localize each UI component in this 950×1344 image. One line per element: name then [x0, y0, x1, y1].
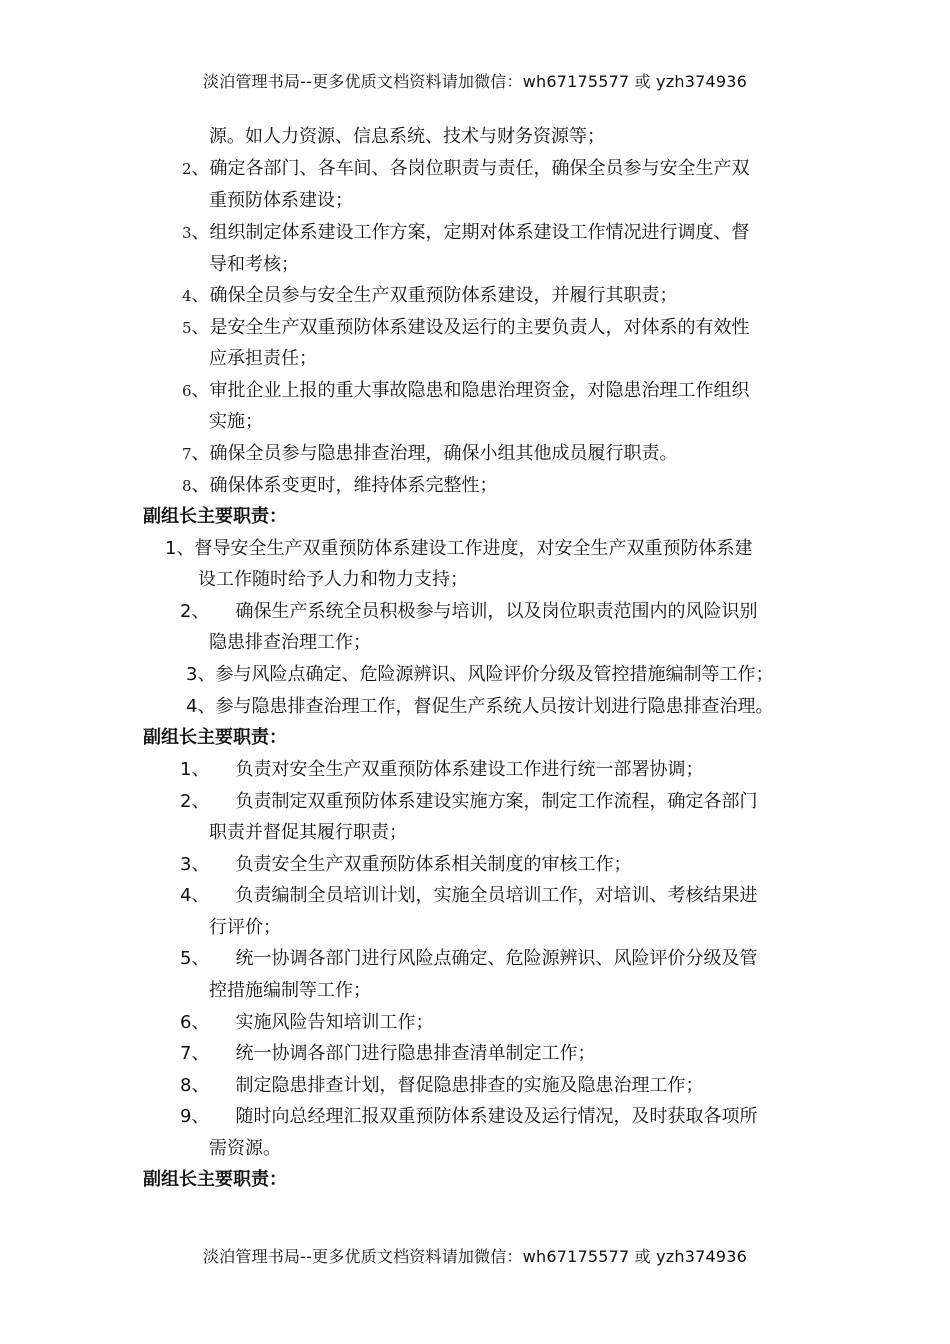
list-item	[180, 1105, 757, 1129]
item-separator: 、	[191, 317, 210, 338]
item-separator: 、	[191, 601, 210, 622]
item-text-continued: 控措施编制等工作；	[209, 980, 371, 1001]
list-item	[182, 442, 678, 466]
item-text: 负责安全生产双重预防体系相关制度的审核工作；	[235, 854, 632, 875]
item-separator: 、	[191, 1106, 210, 1127]
item-number: 3	[186, 664, 198, 685]
list-item	[186, 695, 773, 719]
list-item	[186, 663, 773, 687]
item-separator: 、	[191, 791, 210, 812]
item-number: 4	[186, 696, 198, 717]
item-number: 2	[182, 160, 192, 178]
item-text: 确保体系变更时，维持体系完整性；	[209, 475, 498, 496]
item-text: 确保生产系统全员积极参与培训，以及岗位职责范围内的风险识别	[235, 601, 758, 622]
item-number: 3	[182, 224, 192, 242]
list-item	[180, 790, 757, 814]
item-separator: 、	[191, 285, 210, 306]
list-item	[180, 600, 757, 624]
item-separator: 、	[191, 948, 210, 969]
item-text-continued: 应承担责任；	[209, 348, 317, 369]
item-number: 1	[165, 538, 177, 559]
list-item	[182, 284, 678, 308]
section-heading: 副组长主要职责：	[143, 1169, 287, 1190]
item-text-continued: 职责并督促其履行职责；	[209, 822, 407, 843]
item-separator: 、	[191, 885, 210, 906]
page-header: 淡泊管理书局--更多优质文档资料请加微信：wh67175577 或 yzh374936	[202, 72, 748, 91]
list-item	[180, 1074, 703, 1098]
list-item	[182, 474, 498, 498]
item-text: 督导安全生产双重预防体系建设工作进度，对安全生产双重预防体系建	[194, 538, 753, 559]
list-item	[182, 157, 750, 181]
item-number: 8	[182, 477, 192, 495]
item-text: 负责编制全员培训计划，实施全员培训工作，对培训、考核结果进	[235, 885, 758, 906]
item-number: 6	[182, 382, 192, 400]
item-number: 8	[180, 1075, 192, 1096]
list-item	[182, 316, 750, 340]
item-text: 制定隐患排查计划，督促隐患排查的实施及隐患治理工作；	[235, 1075, 704, 1096]
item-number: 9	[180, 1106, 192, 1127]
item-number: 6	[180, 1012, 192, 1033]
item-text: 负责对安全生产双重预防体系建设工作进行统一部署协调；	[235, 759, 704, 780]
item-separator: 、	[197, 696, 216, 717]
item-text-continued: 导和考核；	[209, 254, 299, 275]
item-text-continued: 行评价；	[209, 917, 281, 938]
item-text: 统一协调各部门进行风险点确定、危险源辨识、风险评价分级及管	[235, 948, 758, 969]
item-separator: 、	[191, 1012, 210, 1033]
list-item	[180, 1011, 433, 1035]
item-text: 确保全员参与隐患排查治理，确保小组其他成员履行职责。	[209, 443, 678, 464]
list-item	[180, 1042, 595, 1066]
item-number: 4	[182, 287, 192, 305]
list-item	[180, 758, 703, 782]
item-number: 2	[180, 601, 192, 622]
item-text-continued: 实施；	[209, 411, 263, 432]
section-heading: 副组长主要职责：	[143, 506, 287, 527]
list-item	[182, 379, 750, 403]
item-text: 确定各部门、各车间、各岗位职责与责任，确保全员参与安全生产双	[209, 158, 750, 179]
list-item	[182, 221, 750, 245]
list-item	[180, 853, 631, 877]
item-number: 5	[182, 319, 192, 337]
item-separator: 、	[191, 380, 210, 401]
item-text: 实施风险告知培训工作；	[235, 1012, 434, 1033]
item-separator: 、	[191, 1043, 210, 1064]
item-text: 参与风险点确定、危险源辨识、风险评价分级及管控措施编制等工作；	[215, 664, 774, 685]
item-text: 确保全员参与安全生产双重预防体系建设，并履行其职责；	[209, 285, 678, 306]
item-separator: 、	[191, 158, 210, 179]
continuation-text: 源。如人力资源、信息系统、技术与财务资源等；	[209, 126, 605, 147]
list-item	[165, 537, 752, 561]
item-number: 3	[180, 854, 192, 875]
item-text: 组织制定体系建设工作方案，定期对体系建设工作情况进行调度、督	[209, 222, 750, 243]
item-text-continued: 需资源。	[209, 1138, 281, 1159]
item-number: 4	[180, 885, 192, 906]
item-separator: 、	[197, 664, 216, 685]
item-number: 7	[180, 1043, 192, 1064]
item-separator: 、	[191, 222, 210, 243]
page-footer: 淡泊管理书局--更多优质文档资料请加微信：wh67175577 或 yzh374936	[202, 1247, 748, 1266]
item-separator: 、	[191, 443, 210, 464]
item-separator: 、	[176, 538, 195, 559]
item-number: 2	[180, 791, 192, 812]
item-text-continued: 设工作随时给予人力和物力支持；	[198, 569, 468, 590]
item-separator: 、	[191, 759, 210, 780]
item-text: 是安全生产双重预防体系建设及运行的主要负责人，对体系的有效性	[209, 317, 750, 338]
list-item	[180, 947, 757, 971]
list-item	[180, 884, 757, 908]
item-text: 负责制定双重预防体系建设实施方案，制定工作流程，确定各部门	[235, 791, 758, 812]
item-text-continued: 重预防体系建设；	[209, 190, 353, 211]
item-separator: 、	[191, 475, 210, 496]
item-number: 5	[180, 948, 192, 969]
item-number: 7	[182, 445, 192, 463]
item-text-continued: 隐患排查治理工作；	[209, 632, 371, 653]
item-text: 统一协调各部门进行隐患排查清单制定工作；	[235, 1043, 596, 1064]
item-separator: 、	[191, 1075, 210, 1096]
item-text: 参与隐患排查治理工作，督促生产系统人员按计划进行隐患排查治理。	[215, 696, 774, 717]
item-separator: 、	[191, 854, 210, 875]
section-heading: 副组长主要职责：	[143, 727, 287, 748]
item-number: 1	[180, 759, 192, 780]
item-text: 审批企业上报的重大事故隐患和隐患治理资金，对隐患治理工作组织	[209, 380, 750, 401]
item-text: 随时向总经理汇报双重预防体系建设及运行情况，及时获取各项所	[235, 1106, 758, 1127]
